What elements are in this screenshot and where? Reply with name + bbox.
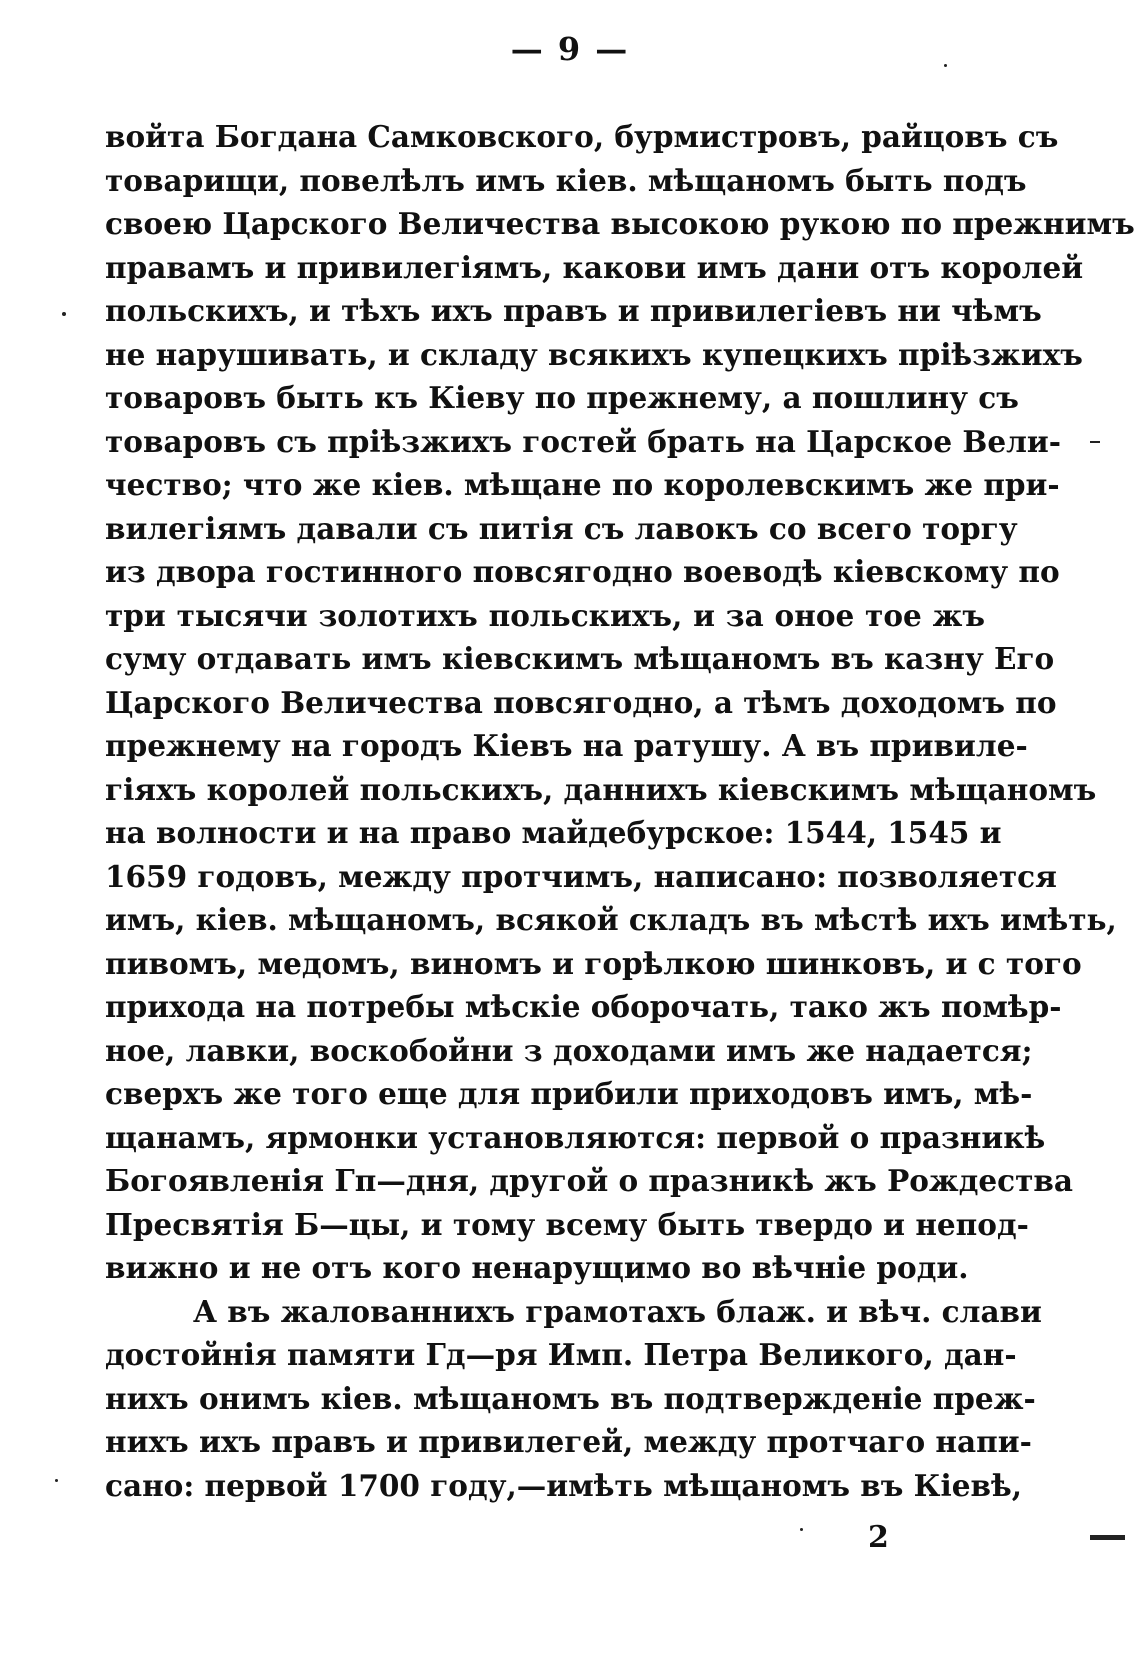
text-line: 1659 годовъ, между протчимъ, написано: позволяется xyxy=(105,858,1057,894)
text-line: не нарушивать, и складу всякихъ купецкихъ прiѣзжихъ xyxy=(105,336,1083,372)
text-line: своею Царского Величества высокою рукою по прежнимъ xyxy=(105,206,1135,241)
text-line: сверхъ же того еще для прибили приходовъ имъ, мѣ- xyxy=(105,1076,1033,1111)
text-line: пивомъ, медомъ, виномъ и горѣлкою шинковъ, и с того xyxy=(105,945,1082,981)
scan-speck xyxy=(800,1528,803,1531)
text-line: Царского Величества повсягодно, а тѣмъ доходомъ по xyxy=(105,684,1057,720)
text-line: Пресвятiя Б—цы, и тому всему быть твердо и непод- xyxy=(105,1206,1029,1242)
scan-speck xyxy=(1090,441,1100,443)
text-line: вижно и не отъ кого ненарущимо во вѣчнiе роди. xyxy=(105,1250,969,1285)
signature-mark: 2 xyxy=(868,1520,889,1555)
text-line: войта Богдана Самковского, бурмистровъ, райцовъ съ xyxy=(105,119,1059,154)
text-line: достойнiя памяти Гд—ря Имп. Петра Великого, дан- xyxy=(105,1337,1017,1372)
text-line: ное, лавки, воскобойни з доходами имъ же надается; xyxy=(105,1032,1033,1068)
text-line: Богоявленiя Гп—дня, другой о празникѣ жъ Рождества xyxy=(105,1163,1073,1198)
text-line: товарищи, повелѣлъ имъ кiев. мѣщаномъ быть подъ xyxy=(105,162,1027,198)
text-line: на волности и на право майдебурское: 1544, 1545 и xyxy=(105,815,1002,850)
text-line: нихъ онимъ кiев. мѣщаномъ въ подтвержденiе преж- xyxy=(105,1380,1036,1416)
text-line: вилегiямъ давали съ питiя съ лавокъ со всего торгу xyxy=(105,510,1018,546)
body-text xyxy=(105,115,1135,1507)
text-line: прихода на потребы мѣскiе оборочать, тако жъ помѣр- xyxy=(105,989,1062,1024)
text-line: щанамъ, ярмонки установляются: первой о празникѣ xyxy=(105,1119,1046,1155)
text-line: три тысячи золотихъ польскихъ, и за оное тое жъ xyxy=(105,597,985,633)
scan-speck xyxy=(55,1479,58,1482)
page-header: — 9 — xyxy=(510,30,630,68)
text-line: товаровъ съ прiѣзжихъ гостей брать на Царское Вели- xyxy=(105,423,1062,459)
text-line: имъ, кiев. мѣщаномъ, всякой складъ въ мѣстѣ ихъ имѣть, xyxy=(105,902,1117,937)
text-line: товаровъ быть къ Кiеву по прежнему, а пошлину съ xyxy=(105,380,1019,415)
text-line: гiяхъ королей польскихъ, даннихъ кiевскимъ мѣщаномъ xyxy=(105,771,1097,807)
text-line: польскихъ, и тѣхъ ихъ правъ и привилегiевъ ни чѣмъ xyxy=(105,293,1042,328)
text-line: чество; что же кiев. мѣщане по королевскимъ же при- xyxy=(105,467,1060,502)
text-line: правамъ и привилегiямъ, какови имъ дани отъ королей xyxy=(105,249,1084,285)
scan-speck xyxy=(1090,1535,1125,1540)
text-line: сано: первой 1700 году,—имѣть мѣщаномъ въ Кiевѣ, xyxy=(105,1467,1022,1503)
text-line: из двора гостинного повсягодно воеводѣ кiевскому по xyxy=(105,554,1060,589)
scan-speck xyxy=(62,312,66,316)
text-line: прежнему на городъ Кiевъ на ратушу. А въ привиле- xyxy=(105,728,1028,763)
scan-speck xyxy=(944,64,947,67)
text-line: нихъ ихъ правъ и привилегей, между протчаго напи- xyxy=(105,1424,1032,1459)
paragraph-first-line: А въ жалованнихъ грамотахъ блаж. и вѣч. слави xyxy=(193,1293,1042,1329)
text-line: суму отдавать имъ кiевскимъ мѣщаномъ въ казну Его xyxy=(105,641,1055,676)
